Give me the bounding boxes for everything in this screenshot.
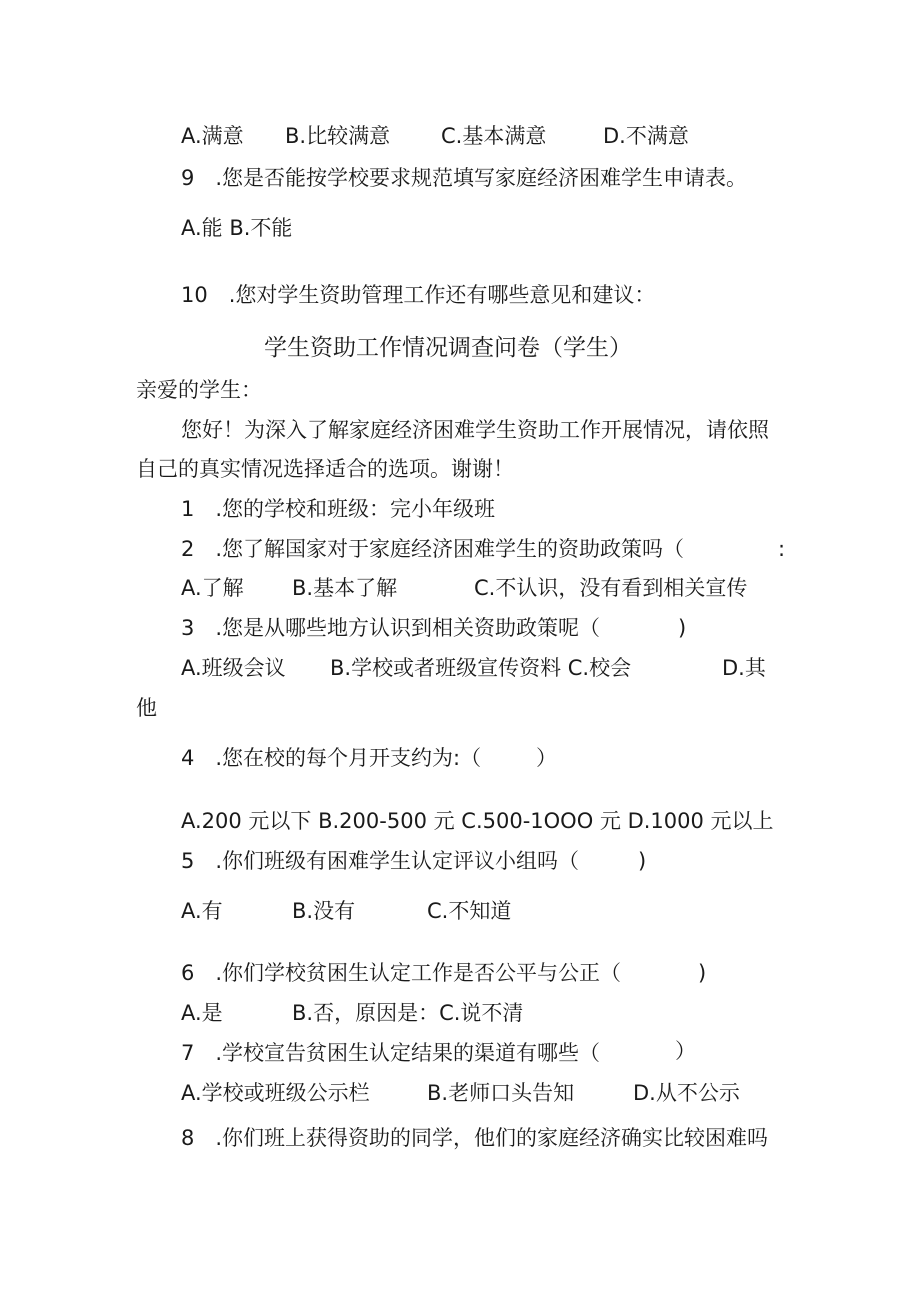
q4-options: A.200 元以下 B.200-500 元 C.500-1OOO 元 D.1000 元以上 xyxy=(181,809,774,833)
question-3-blank-end: ) xyxy=(678,616,687,640)
teacher-q8-option-b: B.比较满意 xyxy=(285,124,391,148)
q3-option-d: D.其 xyxy=(722,656,766,680)
question-4-blank-end: ） xyxy=(536,746,557,770)
intro-line-2: 自己的真实情况选择适合的选项。谢谢！ xyxy=(136,457,514,481)
question-5: 5 .你们班级有困难学生认定评议小组吗（ xyxy=(181,849,580,873)
question-2-blank-end: : xyxy=(778,537,786,561)
q7-option-b: B.老师口头告知 xyxy=(427,1081,575,1105)
question-8: 8 .你们班上获得资助的同学，他们的家庭经济确实比较困难吗 xyxy=(181,1126,769,1150)
q7-option-a: A.学校或班级公示栏 xyxy=(181,1081,370,1105)
q5-option-a: A.有 xyxy=(181,899,223,923)
question-2: 2 .您了解国家对于家庭经济困难学生的资助政策吗（ xyxy=(181,537,685,561)
q3-option-a: A.班级会议 xyxy=(181,656,286,680)
teacher-q9-options: A.能 B.不能 xyxy=(181,216,293,240)
q5-option-c: C.不知道 xyxy=(427,899,512,923)
question-7: 7 .学校宣告贫困生认定结果的渠道有哪些（ xyxy=(181,1041,601,1065)
teacher-q8-option-a: A.满意 xyxy=(181,124,244,148)
teacher-question-10: 10 .您对学生资助管理工作还有哪些意见和建议： xyxy=(181,283,656,307)
teacher-q8-option-c: C.基本满意 xyxy=(441,124,547,148)
question-3: 3 .您是从哪些地方认识到相关资助政策呢（ xyxy=(181,616,601,640)
q6-option-b-c: B.否，原因是：C.说不清 xyxy=(292,1001,524,1025)
q7-option-d: D.从不公示 xyxy=(633,1081,740,1105)
q5-option-b: B.没有 xyxy=(292,899,356,923)
greeting: 亲爱的学生： xyxy=(136,378,262,402)
question-6: 6 .你们学校贫困生认定工作是否公平与公正（ xyxy=(181,961,622,985)
q2-option-b: B.基本了解 xyxy=(292,576,398,600)
q2-option-c: C.不认识，没有看到相关宣传 xyxy=(474,576,748,600)
teacher-question-9: 9 .您是否能按学校要求规范填写家庭经济困难学生申请表。 xyxy=(181,166,748,190)
question-4: 4 .您在校的每个月开支约为:（ xyxy=(181,746,482,770)
q6-option-a: A.是 xyxy=(181,1001,223,1025)
page-title: 学生资助工作情况调查问卷（学生） xyxy=(264,335,632,361)
q3-option-d-wrap: 他 xyxy=(136,696,157,720)
intro-line-1: 您好！为深入了解家庭经济困难学生资助工作开展情况，请依照 xyxy=(181,418,769,442)
question-7-blank-end: ） xyxy=(675,1039,696,1063)
q2-option-a: A.了解 xyxy=(181,576,244,600)
q3-option-b-c: B.学校或者班级宣传资料 C.校会 xyxy=(330,656,632,680)
question-5-blank-end: ) xyxy=(638,849,647,873)
teacher-q8-option-d: D.不满意 xyxy=(603,124,689,148)
question-1: 1 .您的学校和班级：完小年级班 xyxy=(181,497,496,521)
question-6-blank-end: ) xyxy=(698,961,707,985)
